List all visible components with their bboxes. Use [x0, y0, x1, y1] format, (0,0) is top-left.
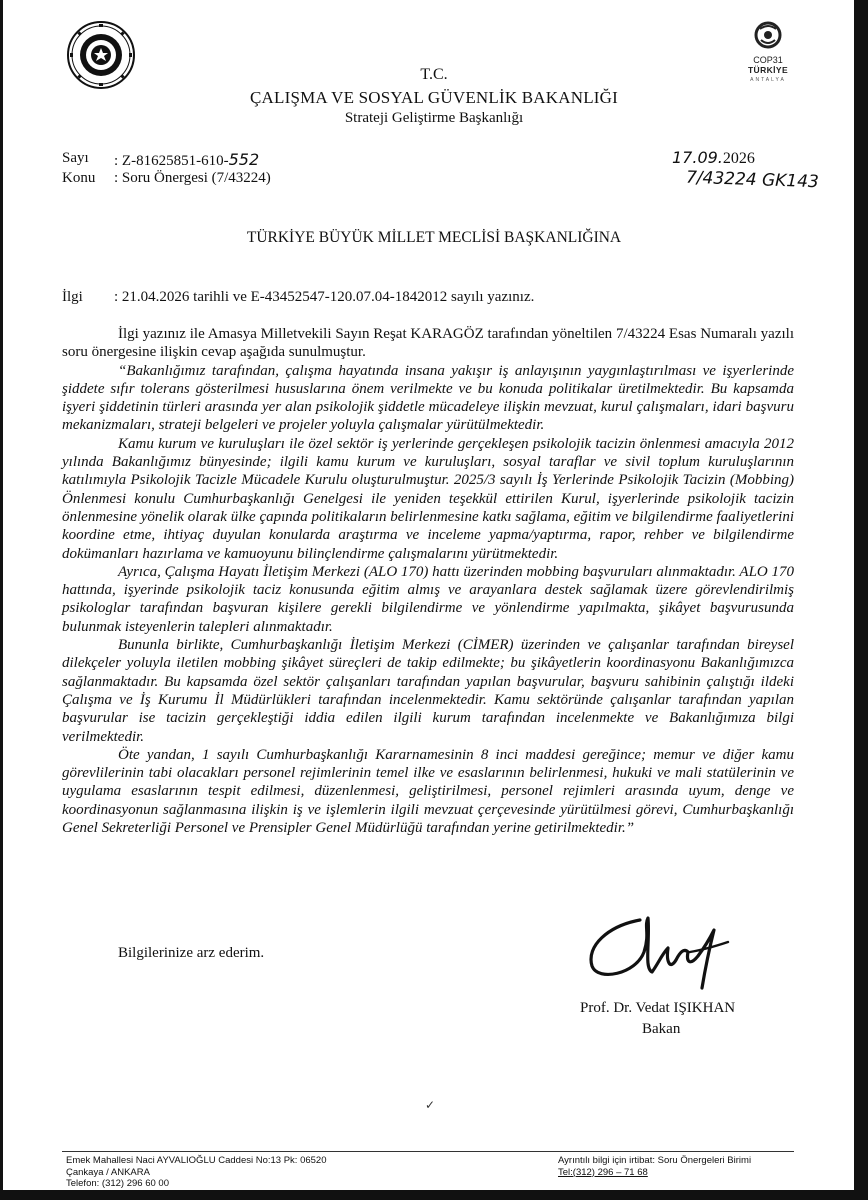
scan-border-left — [0, 0, 3, 1200]
sayi-label: Sayı — [62, 150, 89, 166]
header-ministry: ÇALIŞMA VE SOSYAL GÜVENLİK BAKANLIĞI — [250, 88, 618, 107]
signer-name: Prof. Dr. Vedat IŞIKHAN — [580, 1000, 736, 1016]
footer-phone: Telefon: (312) 296 60 00 — [66, 1178, 169, 1189]
closing-line: Bilgilerinize arz ederim. — [118, 945, 265, 961]
scan-border-bottom — [0, 1190, 868, 1200]
header-department: Strateji Geliştirme Başkanlığı — [344, 110, 524, 126]
body-paragraph-2: Kamu kurum ve kuruluşları ile özel sektör iş yerlerinde gerçekleşen psikolojik tacizin önlenmesi amacıyla 2012 yılında Bakanlığımız bünyesinde; ilgili kamu kurum ve kuruluşları, sosyal taraflar ve sivil toplum kuruluşlarının katılımıyla Psikolojik Tacizle Mücadele Kurulu oluşturulmuştur. 2025/3 sayılı İş Yerlerinde Psikolojik Tacizin (Mobbing) Önlenmesi konulu Cumhurbaşkanlığı Genelgesi ile yeniden teşekkül ettirilen Kurul, işyerlerinde psikolojik tacizin önlenmesine yönelik olarak ülke çapında politikaların belirlenmesine katkı sağlama, eğitim ve bilgilendirme faaliyetlerini koordine etme, ihtiyaç duyulan konularda araştırma ve inceleme yapma/yaptırma, rapor, rehber ve bilgilendirme dokümanları hazırlama ve kamuoyunu bilinçlendirme çalışmalarını yürütmektedir. — [62, 435, 794, 562]
sayi-handwritten: 552 — [228, 150, 260, 169]
footer-contact-phone: Tel:(312) 296 – 71 68 — [558, 1166, 648, 1178]
document-date — [672, 148, 755, 168]
signer-title: Bakan — [642, 1021, 681, 1037]
sayi-value: : Z-81625851-610- — [114, 153, 229, 169]
reference-line — [62, 289, 534, 306]
cop31-logo-icon — [752, 20, 784, 50]
stray-mark-icon: ✓ — [425, 1098, 436, 1112]
letter-body — [62, 325, 794, 837]
date-year: 2026 — [722, 150, 755, 167]
ref-text: : 21.04.2026 tarihli ve E-43452547-120.07.04-1842012 sayılı yazınız. — [114, 289, 535, 305]
body-intro: İlgi yazınız ile Amasya Milletvekili Sayın Reşat KARAGÖZ tarafından yöneltilen 7/43224 Esas Numaralı yazılı soru önergesine ilişkin cevap aşağıda sunulmuştur. — [62, 326, 794, 361]
footer-contact-line-1: Ayrıntılı bilgi için irtibat: Soru Önergeleri Birimi — [558, 1155, 752, 1166]
cop-label-2: TÜRKİYE — [747, 65, 789, 75]
ref-label: İlgi — [62, 289, 83, 305]
konu-value: : Soru Önergesi (7/43224) — [114, 170, 271, 186]
scan-border-right — [854, 0, 868, 1200]
date-handwritten: 17.09. — [672, 148, 723, 167]
footer-contact — [558, 1155, 751, 1178]
footer-divider — [62, 1151, 794, 1152]
body-paragraph-3: Ayrıca, Çalışma Hayatı İletişim Merkezi (ALO 170) hattı üzerinden mobbing başvuruları alınmaktadır. ALO 170 hattında, işyerinde psikolojik taciz konusunda eğitim almış ve arayanlara destek sağlamak üzere görevlendirilmiş psikologlar tarafından başvuran kişilere gerekli bilgilendirme ve yönlendirme yapılmakta, şikâyet başvurusunda bulunmak isteyenlerin talepleri alınmaktadır. — [62, 563, 794, 635]
footer-address-line-2: Çankaya / ANKARA — [66, 1166, 150, 1178]
handwritten-signature — [578, 912, 748, 992]
body-paragraph-1: “Bakanlığımız tarafından, çalışma hayatında insana yakışır iş anlayışının yaygınlaştırılması ve işyerlerinde şiddete sıfır tolerans gösterilmesi hususlarına önem verilmekte ve bu konuda politikalar üretilmektedir. Bu kapsamda işyeri şiddetinin türleri arasında yer alan psikolojik şiddetle mücadeleye ilişkin mevzuat, kurul çalışmaları, idari başvuru mekanizmaları, strateji belgeleri ve projeler yoluyla çalışmalar yürütülmektedir. — [62, 362, 794, 434]
cop-label-3: ANTALYA — [750, 77, 786, 83]
footer-address — [66, 1155, 327, 1190]
handwritten-reference: 7/43224 GK143 — [685, 167, 820, 193]
addressee: TÜRKİYE BÜYÜK MİLLET MECLİSİ BAŞKANLIĞINA — [246, 229, 622, 246]
konu-label: Konu — [62, 170, 96, 186]
cop-label-1: COP31 — [753, 55, 783, 65]
body-paragraph-5: Öte yandan, 1 sayılı Cumhurbaşkanlığı Kararnamesinin 8 inci maddesi gereğince; memur ve diğer kamu görevlilerinin tabi olacakları personel rejimlerinin temel ilke ve esaslarının belirlenmesi, hukuki ve mali statülerinin ve uygulama esaslarının tespit edilmesi, düzenlenmesi, geliştirilmesi, personel rejimleri arasında uyum, denge ve koordinasyonun sağlanmasına ilişkin iş ve işlemlerin ilgili mevzuat çerçevesinde yürütülmesi görevi, Cumhurbaşkanlığı Genel Sekreterliği Personel ve Prensipler Genel Müdürlüğü tarafından yerine getirilmektedir.” — [62, 746, 794, 837]
body-paragraph-4: Bununla birlikte, Cumhurbaşkanlığı İletişim Merkezi (CİMER) üzerinden ve çalışanlar tarafından bireysel dilekçeler yoluyla iletilen mobbing şikâyet süreçleri de takip edilmekte; bu şikâyetlerin koordinasyonu Bakanlığımızca sağlanmaktadır. Bu kapsamda özel sektör çalışanları tarafından yapılan başvurular, başvuru sahibinin çalıştığı ildeki Çalışma ve İş Kurumu İl Müdürlükleri tarafından incelenmektedir. Kamu sektöründe çalışanlar tarafından yapılan başvurular ise tacizin gerçekleştiği iddia edilen ilgili kurum tarafından incelenmekte ve Bakanlığımıza bilgi verilmektedir. — [62, 637, 794, 745]
header-country: T.C. — [420, 66, 448, 83]
sayi-row — [114, 150, 259, 170]
footer-address-line-1: Emek Mahallesi Naci AYVALIOĞLU Caddesi No:13 Pk: 06520 — [66, 1155, 327, 1166]
